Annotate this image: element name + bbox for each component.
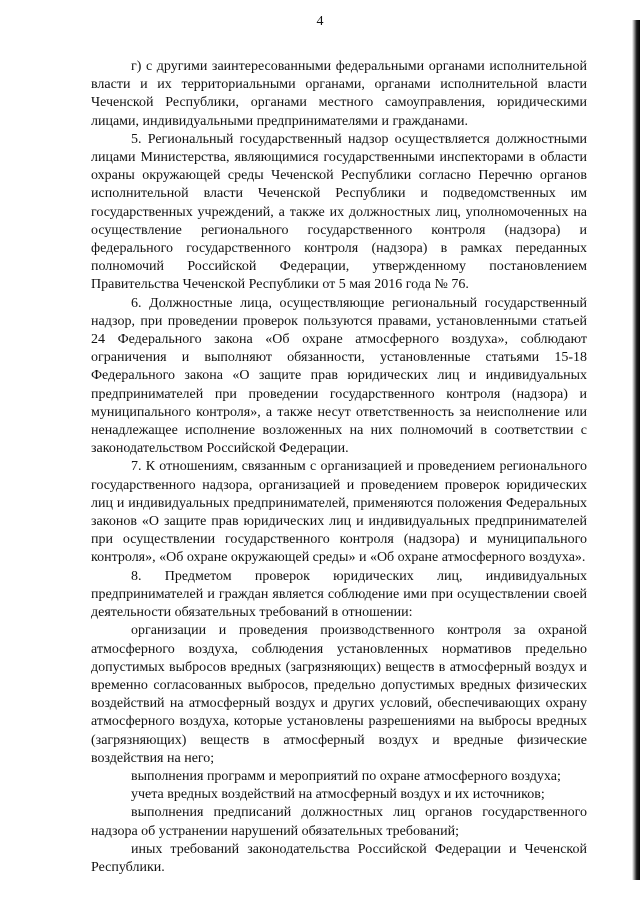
paragraph-5: 5. Региональный государственный надзор осуществляется должностными лицами Министерства, являющимися государственными инспекторами в области охраны окружающей среды Чеченской Республики согласно Перечню органов исполнительной власти Чеченской Республики и подведомственных им государственных учреждений, а также их должностных лиц, уполномоченных на осуществление регионального государственного контроля (надзора) и федерального государственного контроля (надзора) в рамках переданных полномочий Российской Федерации, утвержденному постановлением Правительства Чеченской Республики от 5 мая 2016 года № 76. <box>91 131 587 293</box>
page-number: 4 <box>316 14 324 29</box>
list-item-prescriptions: выполнения предписаний должностных лиц органов государственного надзора об устранении нарушений обязательных требований; <box>91 805 587 839</box>
paragraph-6: 6. Должностные лица, осуществляющие региональный государственный надзор, при проведении проверок пользуются правами, установленными статьей 24 Федерального закона «Об охране атмосферного воздуха», соблюдают ограничения и выполняют обязанности, установленные статьями 15-18 Федерального закона «О защите прав юридических лиц и индивидуальных предпринимателей при проведении государственного контроля (надзора) и муниципального контроля», а также несут ответственность за неисполнение или ненадлежащее исполнение возложенных на них полномочий в соответствии с законодательством Российской Федерации. <box>91 295 587 457</box>
list-item-programs: выполнения программ и мероприятий по охране атмосферного воздуха; <box>131 768 561 784</box>
paragraph-8: 8. Предметом проверок юридических лиц, индивидуальных предпринимателей и граждан является соблюдение ими при осуществлении своей деятельности обязательных требований в отношении: <box>91 568 587 621</box>
list-item-accounting: учета вредных воздействий на атмосферный воздух и их источников; <box>131 787 545 803</box>
scan-edge-shadow <box>632 20 640 880</box>
list-item-other-requirements: иных требований законодательства Российской Федерации и Чеченской Республики. <box>91 841 587 875</box>
document-body <box>91 58 587 877</box>
paragraph-subitem-g: г) с другими заинтересованными федеральными органами исполнительной власти и их территориальными органами, органами исполнительной власти Чеченской Республики, органами местного самоуправления, юридическими лицами, индивидуальными предпринимателями и гражданами. <box>91 59 587 129</box>
list-item-production-control: организации и проведения производственного контроля за охраной атмосферного воздуха, соблюдения установленных нормативов предельно допустимых выбросов вредных (загрязняющих) веществ в атмосферный воздух и временно согласованных выбросов, предельно допустимых вредных физических воздействий на атмосферный воздух и других условий, обеспечивающих охрану атмосферного воздуха, которые установлены разрешениями на выбросы вредных (загрязняющих) веществ в атмосферный воздух и вредные физические воздействия на него; <box>91 623 587 766</box>
paragraph-7: 7. К отношениям, связанным с организацией и проведением регионального государственного надзора, организацией и проведением проверок юридических лиц и индивидуальных предпринимателей, применяются положения Федеральных законов «О защите прав юридических лиц и индивидуальных предпринимателей при осуществлении государственного контроля (надзора) и муниципального контроля», «Об охране окружающей среды» и «Об охране атмосферного воздуха». <box>91 459 587 566</box>
